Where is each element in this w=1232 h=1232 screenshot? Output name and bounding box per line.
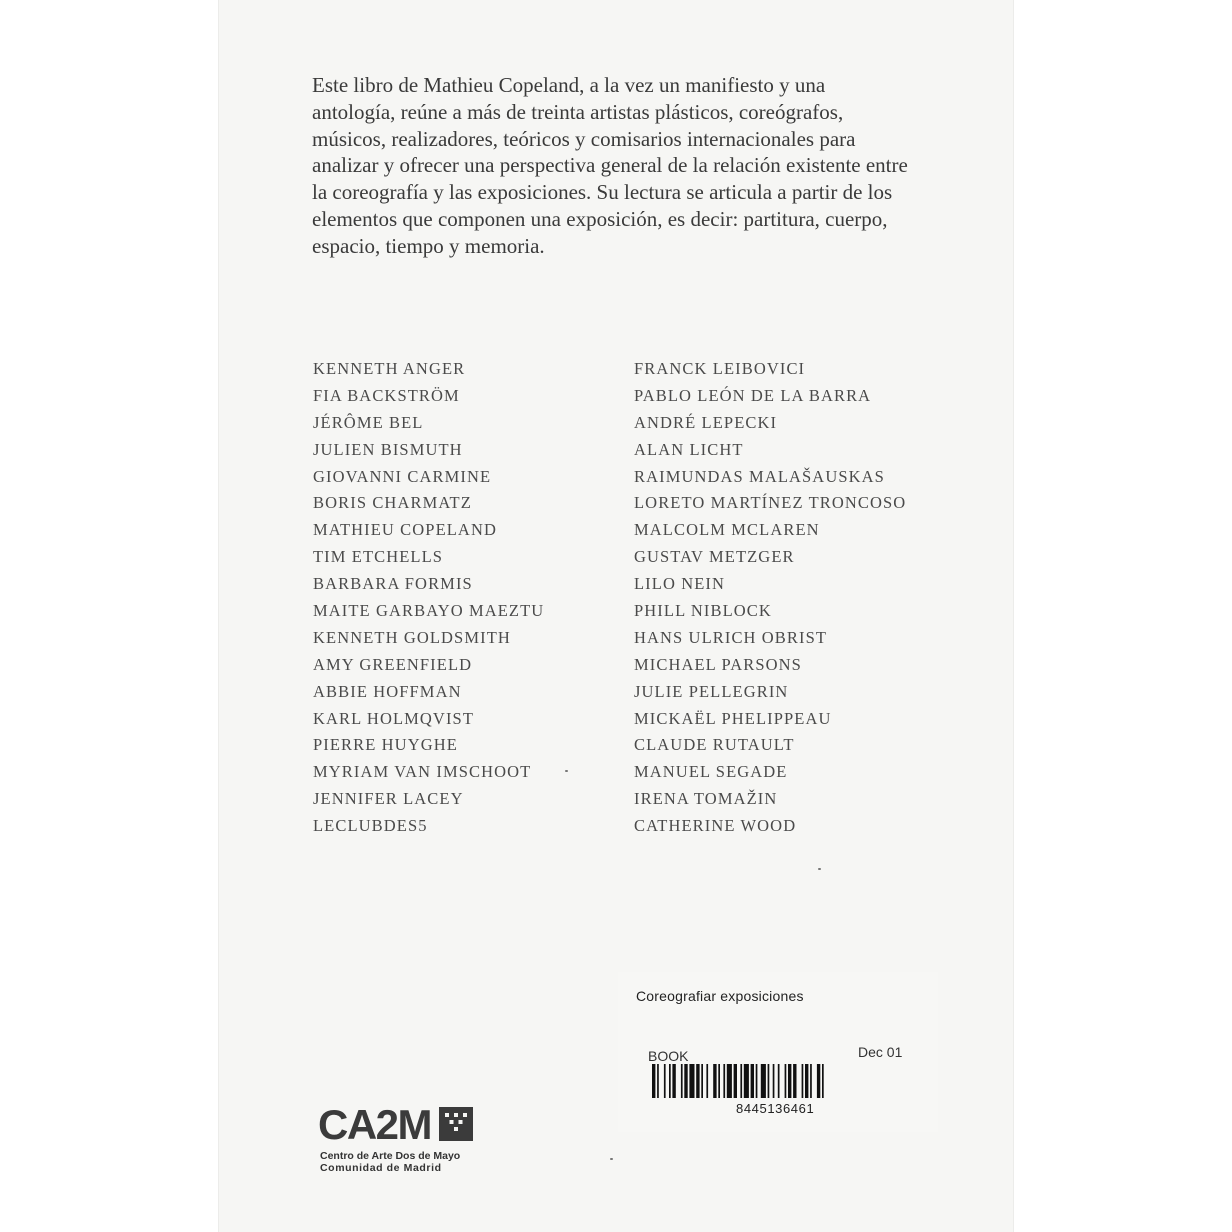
logo-line-2: Comunidad de Madrid — [320, 1162, 442, 1174]
label-kind: BOOK — [648, 1048, 689, 1064]
contributor-name: MALCOLM MCLAREN — [634, 520, 820, 540]
dust-speck — [818, 868, 821, 870]
contributor-name: TIM ETCHELLS — [313, 547, 444, 567]
contributor-name: JÉRÔME BEL — [313, 412, 424, 432]
contributor-name: FRANCK LEIBOVICI — [634, 359, 806, 378]
contributor-name: BORIS CHARMATZ — [313, 493, 472, 513]
contributor-name: LILO NEIN — [634, 574, 725, 594]
contributor-name: JULIEN BISMUTH — [313, 439, 463, 459]
contributor-name: MICKAËL PHELIPPEAU — [634, 708, 832, 728]
contributor-name: HANS ULRICH OBRIST — [634, 627, 828, 647]
dust-speck — [565, 770, 568, 772]
contributor-name: MICHAEL PARSONS — [634, 654, 802, 674]
contributor-name: MATHIEU COPELAND — [313, 520, 497, 540]
contributor-name: ANDRÉ LEPECKI — [634, 412, 778, 432]
contributor-name: PABLO LEÓN DE LA BARRA — [634, 385, 872, 405]
logo-mark: CA2M — [318, 1101, 432, 1148]
contributor-name: FIA BACKSTRÖM — [313, 385, 460, 405]
contributor-name: MAITE GARBAYO MAEZTU — [313, 601, 545, 621]
contributor-name: JULIE PELLEGRIN — [634, 681, 789, 701]
barcode — [652, 1064, 908, 1098]
contributors-column-left — [313, 356, 544, 840]
contributor-name: KENNETH GOLDSMITH — [313, 627, 511, 647]
contributor-name: GUSTAV METZGER — [634, 547, 795, 567]
contributor-name: AMY GREENFIELD — [313, 654, 473, 674]
contributor-name: CATHERINE WOOD — [634, 816, 797, 836]
contributor-name: LECLUBDES5 — [313, 816, 428, 836]
contributor-name: KENNETH ANGER — [313, 359, 466, 378]
contributor-name: LORETO MARTÍNEZ TRONCOSO — [634, 493, 907, 513]
label-title: Coreografiar exposiciones — [636, 988, 804, 1004]
dust-speck — [610, 1158, 613, 1160]
contributor-name: MYRIAM VAN IMSCHOOT — [313, 762, 532, 782]
logo-line-1: Centro de Arte Dos de Mayo — [320, 1150, 461, 1162]
contributor-name: BARBARA FORMIS — [313, 574, 473, 594]
contributor-name: IRENA TOMAŽIN — [634, 789, 778, 809]
barcode-number: 8445136461 — [736, 1101, 815, 1116]
book-back-cover — [218, 0, 1014, 1232]
contributor-name: PIERRE HUYGHE — [313, 735, 458, 755]
contributor-name: MANUEL SEGADE — [634, 762, 788, 782]
contributor-name: JENNIFER LACEY — [313, 789, 464, 809]
contributor-name: KARL HOLMQVIST — [313, 708, 474, 728]
contributor-name: ABBIE HOFFMAN — [313, 681, 462, 701]
book-blurb: Este libro de Mathieu Copeland, a la vez un manifiesto y una antología, reúne a más de treinta artistas plásticos, coreógrafos, músicos, realizadores, teóricos y comisarios internacionales para analizar y ofrecer una perspectiva general de la relación existente entre la coreografía y las exposiciones. Su lectura se articula a partir de los elementos que componen una exposición, es decir: partitura, cuerpo, espacio, tiempo y memoria. — [312, 73, 908, 258]
contributors-column-right — [634, 356, 906, 840]
library-barcode-label — [618, 972, 938, 1132]
madrid-stars-icon — [439, 1107, 473, 1141]
contributor-name: ALAN LICHT — [634, 439, 744, 459]
contributor-name: GIOVANNI CARMINE — [313, 466, 492, 486]
label-date: Dec 01 — [858, 1044, 903, 1060]
contributor-name: CLAUDE RUTAULT — [634, 735, 795, 755]
ca2m-logo — [318, 1100, 538, 1180]
contributor-name: PHILL NIBLOCK — [634, 601, 772, 621]
contributor-name: RAIMUNDAS MALAŠAUSKAS — [634, 466, 885, 486]
